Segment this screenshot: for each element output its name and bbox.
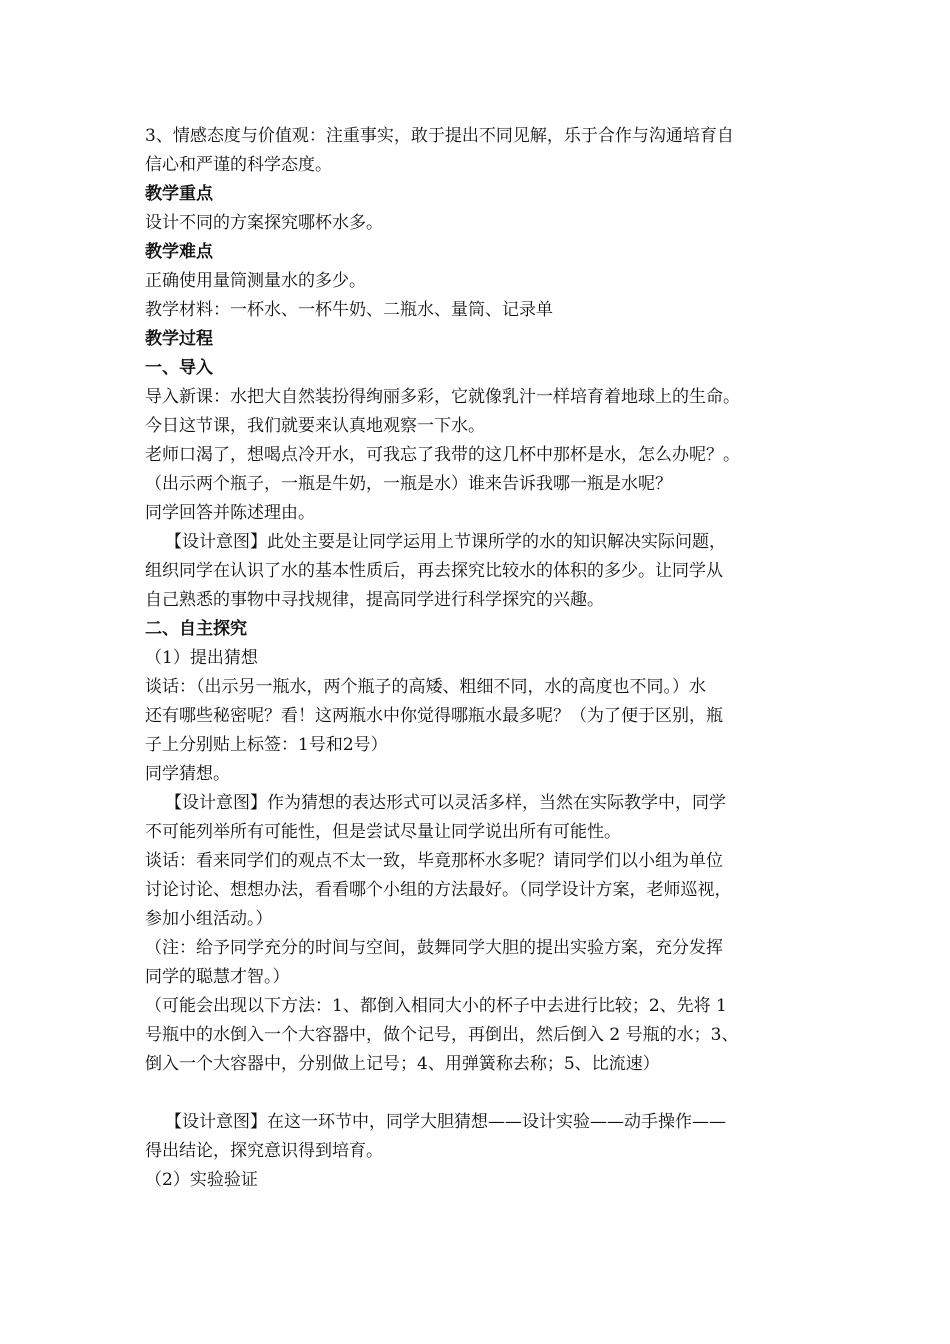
text-line: 导入新课：水把大自然装扮得绚丽多彩，它就像乳汁一样培育着地球上的生命。 [145, 387, 740, 407]
text-line: 号瓶中的水倒入一个大容器中，做个记号，再倒出，然后倒入 2 号瓶的水；3、 [145, 1025, 739, 1045]
subsection-heading: （1）提出猜想 [145, 648, 258, 668]
section-heading-process: 教学过程 [145, 329, 213, 349]
text-line: 参加小组活动。） [145, 909, 273, 929]
text-line: （注：给予同学充分的时间与空间，鼓舞同学大胆的提出实验方案，充分发挥 [145, 938, 723, 958]
text-line: 谈话：（出示另一瓶水，两个瓶子的高矮、粗细不同，水的高度也不同。）水 [145, 677, 706, 697]
text-line: 得出结论，探究意识得到培育。 [145, 1141, 383, 1161]
text-line: 子上分别贴上标签：1号和2号） [145, 735, 388, 755]
design-intent-paragraph: 【设计意图】在这一环节中，同学大胆猜想——设计实验——动手操作—— [165, 1112, 726, 1132]
design-intent-paragraph: 【设计意图】此处主要是让同学运用上节课所学的水的知识解决实际问题， [165, 532, 726, 552]
subsection-heading: （2）实验验证 [145, 1170, 258, 1190]
text-line: 教学材料：一杯水、一杯牛奶、二瓶水、量筒、记录单 [145, 300, 553, 320]
section-heading-introduction: 一、导入 [145, 358, 213, 378]
text-line: （可能会出现以下方法：1、都倒入相同大小的杯子中去进行比较；2、先将 1 [145, 996, 727, 1016]
text-line: 3、情感态度与价值观：注重事实，敢于提出不同见解，乐于合作与沟通培育自 [145, 126, 734, 146]
text-line: 谈话：看来同学们的观点不太一致，毕竟那杯水多呢？请同学们以小组为单位 [145, 851, 723, 871]
text-line: 今日这节课，我们就要来认真地观察一下水。 [145, 416, 485, 436]
section-heading-key-points: 教学重点 [145, 184, 213, 204]
section-heading-exploration: 二、自主探究 [145, 619, 247, 639]
text-line: 还有哪些秘密呢？看！这两瓶水中你觉得哪瓶水最多呢？（为了便于区别，瓶 [145, 706, 723, 726]
section-heading-difficulties: 教学难点 [145, 242, 213, 262]
text-line: （出示两个瓶子，一瓶是牛奶，一瓶是水）谁来告诉我哪一瓶是水呢？ [145, 474, 672, 494]
document-page [145, 122, 815, 1195]
text-line: 不可能列举所有可能性，但是尝试尽量让同学说出所有可能性。 [145, 822, 621, 842]
text-line: 倒入一个大容器中，分别做上记号；4、用弹簧称去称；5、比流速） [145, 1054, 660, 1074]
text-line: 同学回答并陈述理由。 [145, 503, 315, 523]
text-line: 组织同学在认识了水的基本性质后，再去探究比较水的体积的多少。让同学从 [145, 561, 723, 581]
text-line: 同学的聪慧才智。） [145, 967, 290, 987]
text-line: 讨论讨论、想想办法，看看哪个小组的方法最好。（同学设计方案，老师巡视， [145, 880, 732, 900]
text-line: 信心和严谨的科学态度。 [145, 155, 332, 175]
text-line: 同学猜想。 [145, 764, 230, 784]
design-intent-paragraph: 【设计意图】作为猜想的表达形式可以灵活多样，当然在实际教学中，同学 [165, 793, 726, 813]
blank-line [145, 1079, 815, 1108]
text-line: 老师口渴了，想喝点冷开水，可我忘了我带的这几杯中那杯是水，怎么办呢？。 [145, 445, 740, 465]
text-line: 设计不同的方案探究哪杯水多。 [145, 213, 383, 233]
text-line: 正确使用量筒测量水的多少。 [145, 271, 366, 291]
text-line: 自己熟悉的事物中寻找规律，提高同学进行科学探究的兴趣。 [145, 590, 604, 610]
